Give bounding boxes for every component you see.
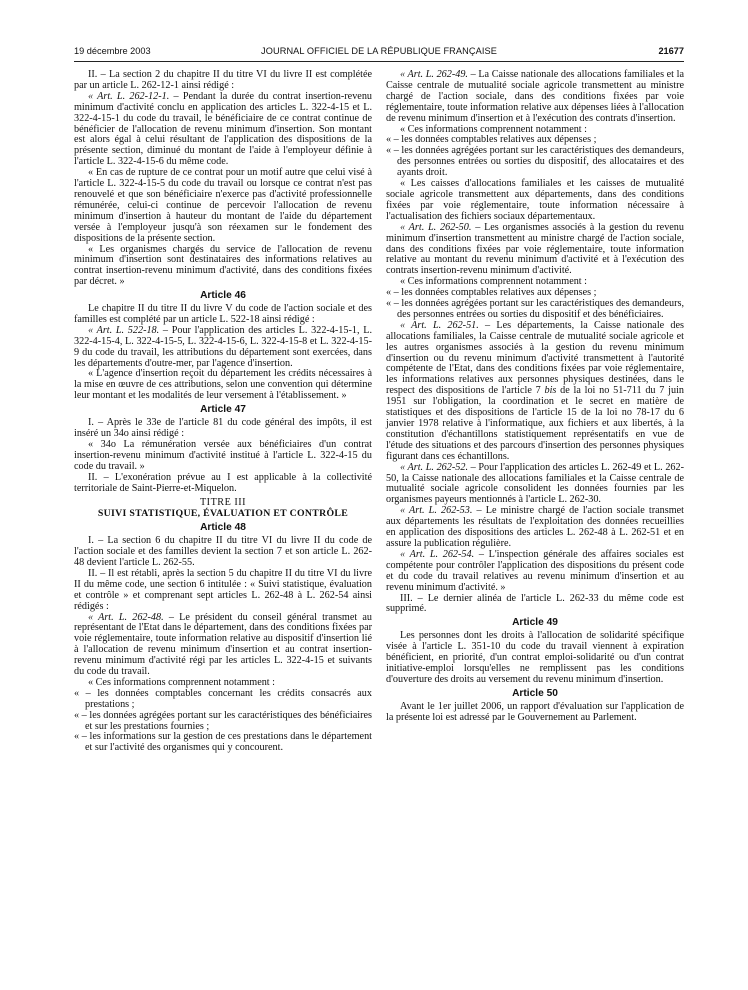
paragraph: « Art. L. 262-53. – Le ministre chargé de l'action sociale transmet aux départements les résultats de l'exploitation des données recueillies en application des dispositions des articles L. 262-48 à L. 262-51 et en assure la publication régulière. [386,505,684,549]
paragraph: « 34o La rémunération versée aux bénéficiaires d'un contrat insertion-revenu minimum d'activité institué à l'article L. 322-4-15 du code du travail. » [74,438,372,472]
article-ref: « Art. L. 522-18. [88,324,160,336]
header-date: 19 décembre 2003 [74,46,151,56]
right-column [386,70,684,723]
paragraph: « Art. L. 262-54. – L'inspection générale des affaires sociales est compétente pour contrôler l'application des dispositions du présent code et du code du travail relatives au revenu minimum d'insertion et au revenu minimum d'activité. » [386,548,684,593]
paragraph: « Art. L. 262-52. – Pour l'application des articles L. 262-49 et L. 262-50, la Caisse nationale des allocations familiales et la Caisse centrale de mutualité sociale agricole consolident les données fournies par les organismes payeurs mentionnés à l'article L. 262-30. [386,461,684,506]
article-ref: « Art. L. 262-50. [400,221,472,233]
paragraph: Le chapitre II du titre II du livre V du code de l'action sociale et des familles est complété par un article L. 522-18 ainsi rédigé : [74,303,372,325]
paragraph: « En cas de rupture de ce contrat pour un motif autre que celui visé à l'article L. 322-4-15-5 du code du travail ou lorsque ce contrat n'est pas renouvelé et que son bénéficiaire n'exerce pas d'activité professionnelle rémunérée, celui-ci continue de percevoir l'allocation de revenu minimum d'insertion à hauteur du montant de l'aide du département versée à l'employeur jusqu'à son réexamen sur le fondement des dispositions de la présente section. [74,167,372,244]
article-ref: « Art. L. 262-53. [400,505,473,517]
paragraph: II. – Il est rétabli, après la section 5 du chapitre II du titre VI du livre II du même code, une section 6 intitulée : « Suivi statistique, évaluation et contrôle » et comprenant sept articles L. 262-48 à L. 262-54 ainsi rédigés : [74,567,372,612]
paragraph: « Ces informations comprennent notamment : [400,123,588,135]
list-item: « – les données agrégées portant sur les caractéristiques des demandeurs, des personnes entrées ou sorties du dispositif et des bénéficiaires. [386,298,684,320]
paragraph: « Art. L. 262-50. – Les organismes associés à la gestion du revenu minimum d'insertion transmettent au ministre chargé de l'action sociale, dans des conditions fixées par voie réglementaire, toute information relative au montant du revenu minimum d'activité et à l'exécution des contrats insertion-revenu minimum d'activité. [386,221,684,277]
paragraph: « Art. L. 262-48. – Le président du conseil général transmet au représentant de l'Etat dans le département, dans des conditions fixées par voie réglementaire, toute information relative au dispositif d'insertion lié à l'allocation de revenu minimum d'insertion et au contrat insertion-revenu minimum d'activité régi par les articles L. 322-4-15 et suivants du code du travail. [74,611,372,678]
article-heading: Article 46 [200,290,246,302]
list-item: « – les données comptables relatives aux dépenses ; [386,134,597,146]
titre-subheading: SUIVI STATISTIQUE, ÉVALUATION ET CONTRÔLE [97,508,349,520]
article-ref: « Art. L. 262-48. [88,611,164,623]
paragraph: « Les caisses d'allocations familiales et les caisses de mutualité sociale agricole transmettent aux départements, dans des conditions fixées par voie réglementaire, toute information nécessaire à l'actualisation des fichiers sociaux départementaux. [386,178,684,222]
article-heading: Article 47 [200,404,246,416]
paragraph: « Ces informations comprennent notamment : [88,676,276,688]
article-ref: « Art. L. 262-51. [400,319,479,331]
article-heading: Article 48 [200,522,246,534]
page-header [74,46,684,60]
paragraph: « Art. L. 522-18. – Pour l'application des articles L. 322-4-15-1, L. 322-4-15-4, L. 322-4-15-5, L. 322-4-15-6, L. 322-4-15-8 et L. 322-4-15-9 du code du travail, les attributions du département sont exercées, dans les départements d'outre-mer, par l'agence d'insertion. [74,324,372,369]
left-column [74,70,372,754]
paragraph: « L'agence d'insertion reçoit du département les crédits nécessaires à la mise en œuvre de ces attributions, selon une convention qui détermine leur montant et les modalités de leur versement à l'établissement. » [74,368,372,402]
list-item: « – les informations sur la gestion de ces prestations dans le département et sur l'activité des organismes qui y concourent. [74,731,372,754]
header-rule [74,61,684,62]
article-ref: « Art. L. 262-54. [400,548,475,560]
paragraph: I. – La section 6 du chapitre II du titre VI du livre II du code de l'action sociale et des familles devient la section 7 et son article L. 262-48 devient l'article L. 262-55. [74,535,372,568]
paragraph: III. – Le dernier alinéa de l'article L. 262-33 du même code est supprimé. [386,592,684,615]
list-item: « – les données agrégées portant sur les caractéristiques des demandeurs, des personnes entrées ou sorties du dispositif, des allocataires et des ayants droit. [386,145,684,179]
list-item: « – les données comptables concernant les crédits consacrés aux prestations ; [74,687,372,710]
paragraph: Les personnes dont les droits à l'allocation de solidarité spécifique visée à l'article L. 351-10 du code du travail viennent à expiration bénéficient, en priorité, d'un contrat emploi-solidarité ou d'un contrat initiative-emploi lorsqu'elles ne remplissent pas les conditions d'ouverture des droits au versement du revenu minimum d'insertion. [386,630,684,685]
article-ref: « Art. L. 262-52. [400,461,468,473]
paragraph: II. – L'exonération prévue au I est applicable à la collectivité territoriale de Saint-Pierre-et-Miquelon. [74,471,372,494]
paragraph: « Art. L. 262-12-1. – Pendant la durée du contrat insertion-revenu minimum d'activité conclu en application des articles L. 322-4-15 et L. 322-4-15-1 du code du travail, le bénéficiaire de ce contrat continue de bénéficier de l'allocation de revenu minimum d'insertion. Son montant est alors égal à celui résultant de l'application des dispositions de la présente section, diminué du montant de l'aide à l'employeur définie à l'article L. 322-4-15-6 du même code. [74,90,373,168]
page-number: 21677 [658,46,684,56]
article-ref: « Art. L. 262-12-1. [88,90,170,102]
titre-heading: TITRE III [199,497,247,509]
list-item: « – les données comptables relatives aux dépenses ; [386,287,597,299]
paragraph: II. – La section 2 du chapitre II du titre VI du livre II est complétée par un article L. 262-12-1 ainsi rédigé : [74,69,372,91]
article-heading: Article 49 [512,617,558,629]
journal-title: JOURNAL OFFICIEL DE LA RÉPUBLIQUE FRANÇAISE [261,46,497,56]
paragraph: « Art. L. 262-49. – La Caisse nationale des allocations familiales et la Caisse centrale de mutualité sociale agricole transmettent au ministre chargé de l'action sociale, dans des conditions fixées par voie réglementaire, toute information relative aux dépenses liées à l'allocation de revenu minimum d'insertion et à l'exécution des contrats d'insertion. [386,69,684,124]
article-ref: « Art. L. 262-49. [400,69,468,80]
article-heading: Article 50 [512,687,558,699]
paragraph: « Les organismes chargés du service de l'allocation de revenu minimum d'insertion sont destinataires des informations relatives au contrat insertion-revenu minimum d'activité, dans des conditions fixées par décret. » [74,243,372,288]
paragraph: I. – Après le 33e de l'article 81 du code général des impôts, il est inséré un 34o ainsi rédigé : [74,417,372,439]
paragraph: « Ces informations comprennent notamment : [400,276,588,288]
paragraph: Avant le 1er juillet 2006, un rapport d'évaluation sur l'application de la présente loi est adressé par le Gouvernement au Parlement. [386,700,684,723]
paragraph: « Art. L. 262-51. – Les départements, la Caisse nationale des allocations familiales, la Caisse centrale de mutualité sociale agricole et les autres organismes associés à la gestion du revenu minimum d'insertion ou du revenu minimum d'activité transmettent à l'autorité compétente de l'Etat, dans des conditions fixées par voie réglementaire, les informations relatives aux personnes physiques destinées, dans le respect des dispositions de l'article 7 bis de la loi no 51-711 du 7 juin 1951 sur l'obligation, la coordination et le secret en matière de statistiques et des dispositions de l'article 15 de la loi no 78-17 du 6 janvier 1978 relative à l'informatique, aux fichiers et aux libertés, à la constitution d'échantillons statistiquement représentatifs en vue de l'étude des situations et des parcours d'insertion des personnes physiques figurant dans ces échantillons. [386,319,684,462]
list-item: « – les données agrégées portant sur les caractéristiques des bénéficiaires et sur les prestations fournies ; [74,709,372,732]
